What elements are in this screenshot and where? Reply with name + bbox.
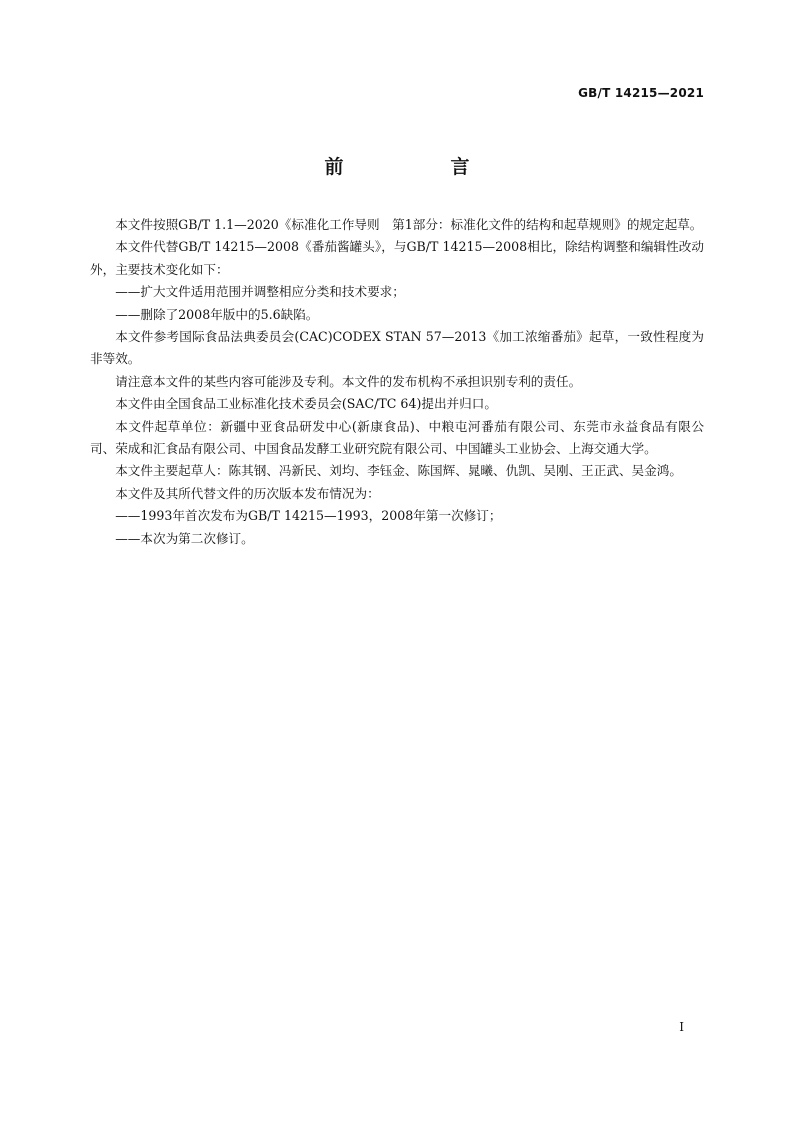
page-title: 前 言 [324,156,514,178]
foreword-body [90,214,704,550]
paragraph-proposer: 本文件由全国食品工业标准化技术委员会(SAC/TC 64)提出并归口。 [115,396,497,412]
list-item-change-1: ——扩大文件适用范围并调整相应分类和技术要求； [115,284,405,300]
list-item-history-1: ——1993年首次发布为GB/T 14215—1993，2008年第一次修订； [115,508,502,524]
paragraph-reference: 本文件参考国际食品法典委员会(CAC)CODEX STAN 57—2013《加工浓缩番茄》起草，一致性程度为非等效。 [90,329,704,367]
list-item-change-2: ——删除了2008年版中的5.6缺陷。 [115,306,319,322]
page-number: I [679,1020,684,1034]
paragraph-drafting-rules: 本文件按照GB/T 1.1—2020《标准化工作导则 第1部分：标准化文件的结构和起草规则》的规定起草。 [115,217,703,232]
paragraph-history-intro: 本文件及其所代替文件的历次版本发布情况为： [115,485,380,501]
standard-code: GB/T 14215—2021 [578,86,704,100]
list-item-history-2: ——本次为第二次修订。 [115,530,254,546]
paragraph-patent-notice: 请注意本文件的某些内容可能涉及专利。本文件的发布机构不承担识别专利的责任。 [115,373,582,389]
paragraph-replacement: 本文件代替GB/T 14215—2008《番茄酱罐头》，与GB/T 14215—2008相比，除结构调整和编辑性改动外，主要技术变化如下： [90,239,704,277]
paragraph-drafters: 本文件主要起草人：陈其钢、冯新民、刘均、李钰金、陈国辉、晁曦、仇凯、吴刚、王正武、吴金鸿。 [115,463,682,479]
paragraph-drafting-units: 本文件起草单位：新疆中亚食品研发中心(新康食品)、中粮屯河番茄有限公司、东莞市永益食品有限公司、荣成和汇食品有限公司、中国食品发酵工业研究院有限公司、中国罐头工业协会、上海交通大学。 [90,418,704,457]
